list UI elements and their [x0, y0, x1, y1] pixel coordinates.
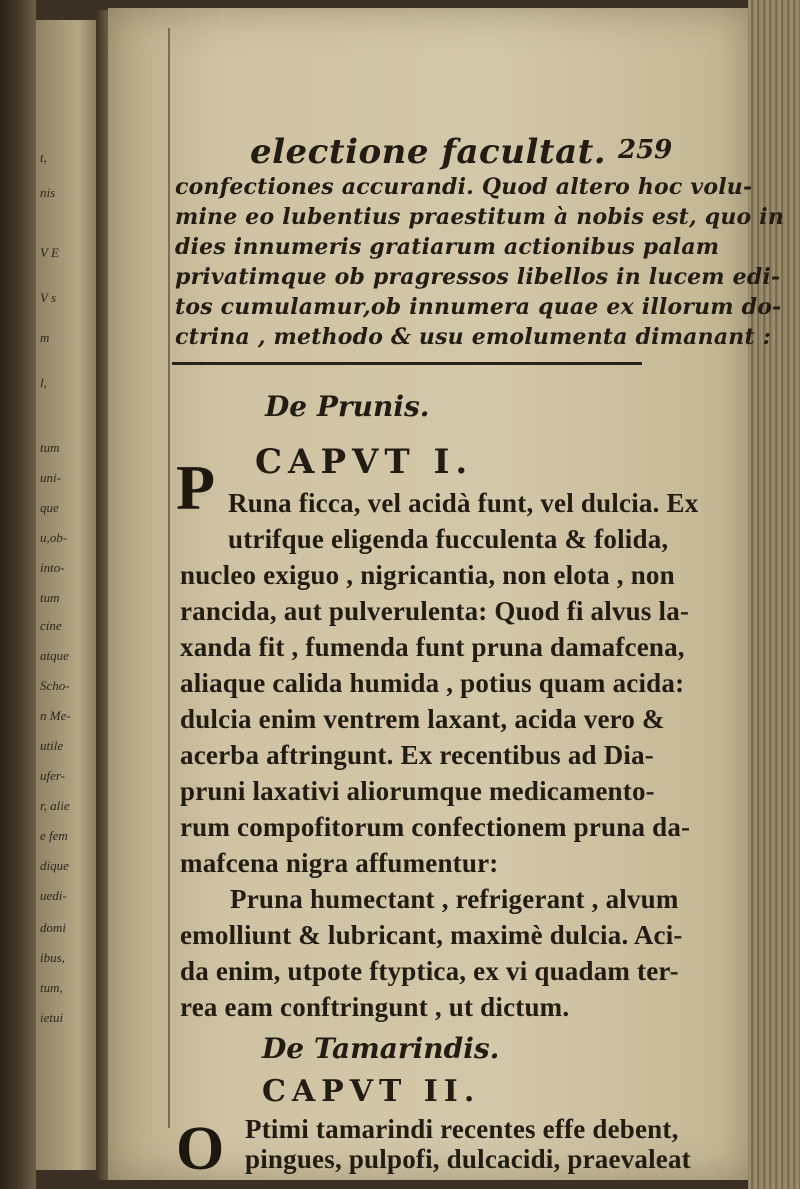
facing-page-fragment: e fem	[40, 828, 68, 843]
facing-page-fragment: uedi-	[40, 888, 67, 903]
body-line: pingues, pulpofi, dulcacidi, praevaleat	[245, 1144, 691, 1174]
facing-page-fragment: cine	[40, 618, 62, 633]
intro-line: confectiones accurandi. Quod altero hoc volu-	[175, 174, 753, 200]
body-line: rea eam conftringunt , ut dictum.	[180, 992, 570, 1022]
body-line: acerba aftringunt. Ex recentibus ad Dia-	[180, 740, 654, 770]
drop-capital-p: P	[176, 452, 216, 523]
intro-line: ctrina , methodo & usu emolumenta dimanant :	[175, 324, 772, 350]
body-line: emolliunt & lubricant, maximè dulcia. Aci-	[180, 920, 683, 950]
body-line: rancida, aut pulverulenta: Quod fi alvus la-	[180, 596, 690, 626]
body-line: da enim, utpote ftyptica, ex vi quadam ter-	[180, 956, 679, 986]
page-margin-line	[168, 28, 170, 1128]
body-line: pruni laxativi aliorumque medicamento-	[180, 776, 655, 806]
intro-line: dies innumeris gratiarum actionibus palam	[175, 234, 720, 260]
facing-page-fragment: Scho-	[40, 678, 70, 693]
facing-page-fragment: l,	[40, 375, 47, 390]
facing-page-fragment: into-	[40, 560, 65, 575]
body-line: utrifque eligenda fucculenta & folida,	[228, 524, 669, 554]
chapter-heading-1: CAPVT I.	[255, 442, 474, 482]
chapter-heading-2: CAPVT II.	[262, 1074, 481, 1109]
facing-page-fragment: ufer-	[40, 768, 66, 783]
facing-page-fragment: dique	[40, 858, 69, 873]
page-gutter	[96, 10, 108, 1180]
facing-page-fragment: uni-	[40, 470, 61, 485]
section-title-tamarindis: De Tamarindis.	[262, 1032, 500, 1065]
intro-line: tos cumulamur,ob innumera quae ex illorum do-	[175, 294, 782, 320]
book-spine	[0, 0, 36, 1189]
body-line: mafcena nigra affumentur:	[180, 848, 499, 878]
facing-page-fragment: domi	[40, 920, 66, 935]
facing-page-fragment: V s	[40, 290, 57, 305]
page-edges-right	[748, 0, 800, 1189]
facing-page-fragment: que	[40, 500, 59, 515]
body-line: Ptimi tamarindi recentes effe debent,	[245, 1114, 679, 1144]
facing-page-fragment: tum	[40, 440, 60, 455]
body-line: Pruna humectant , refrigerant , alvum	[230, 884, 679, 914]
facing-page-fragment: t,	[40, 150, 47, 165]
running-header-title: electione facultat.	[250, 132, 607, 172]
body-line: dulcia enim ventrem laxant, acida vero &	[180, 704, 665, 734]
body-line: aliaque calida humida , potius quam acida:	[180, 668, 685, 698]
drop-capital-o: O	[176, 1115, 225, 1183]
facing-page-fragment: ietui	[40, 1010, 64, 1025]
section-divider-rule	[172, 362, 642, 365]
facing-page-fragment: ibus,	[40, 950, 65, 965]
body-line: Runa ficca, vel acidà funt, vel dulcia. Ex	[228, 488, 699, 518]
intro-line: mine eo lubentius praestitum à nobis est, quo in	[175, 204, 785, 230]
facing-page-fragment: m	[40, 330, 50, 345]
facing-page-fragment: atque	[40, 648, 69, 663]
facing-page-fragment: V E	[40, 245, 59, 260]
facing-page-fragment: tum,	[40, 980, 63, 995]
body-line: rum compofitorum confectionem pruna da-	[180, 812, 691, 842]
body-line: xanda fit , fumenda funt pruna damafcena,	[180, 632, 685, 662]
facing-page-fragment: tum	[40, 590, 60, 605]
intro-line: privatimque ob pragressos libellos in lucem edi-	[175, 264, 781, 290]
facing-page-fragment: u,ob-	[40, 530, 68, 545]
body-line: nucleo exiguo , nigricantia, non elota , non	[180, 560, 675, 590]
facing-page-fragment: utile	[40, 738, 64, 753]
facing-page-fragment: nis	[40, 185, 56, 200]
facing-page-edge	[36, 20, 96, 1170]
section-title-prunis: De Prunis.	[265, 390, 430, 423]
page-number: 259	[618, 135, 673, 165]
facing-page-fragment: n Me-	[40, 708, 71, 723]
facing-page-fragment: r, alie	[40, 798, 70, 813]
